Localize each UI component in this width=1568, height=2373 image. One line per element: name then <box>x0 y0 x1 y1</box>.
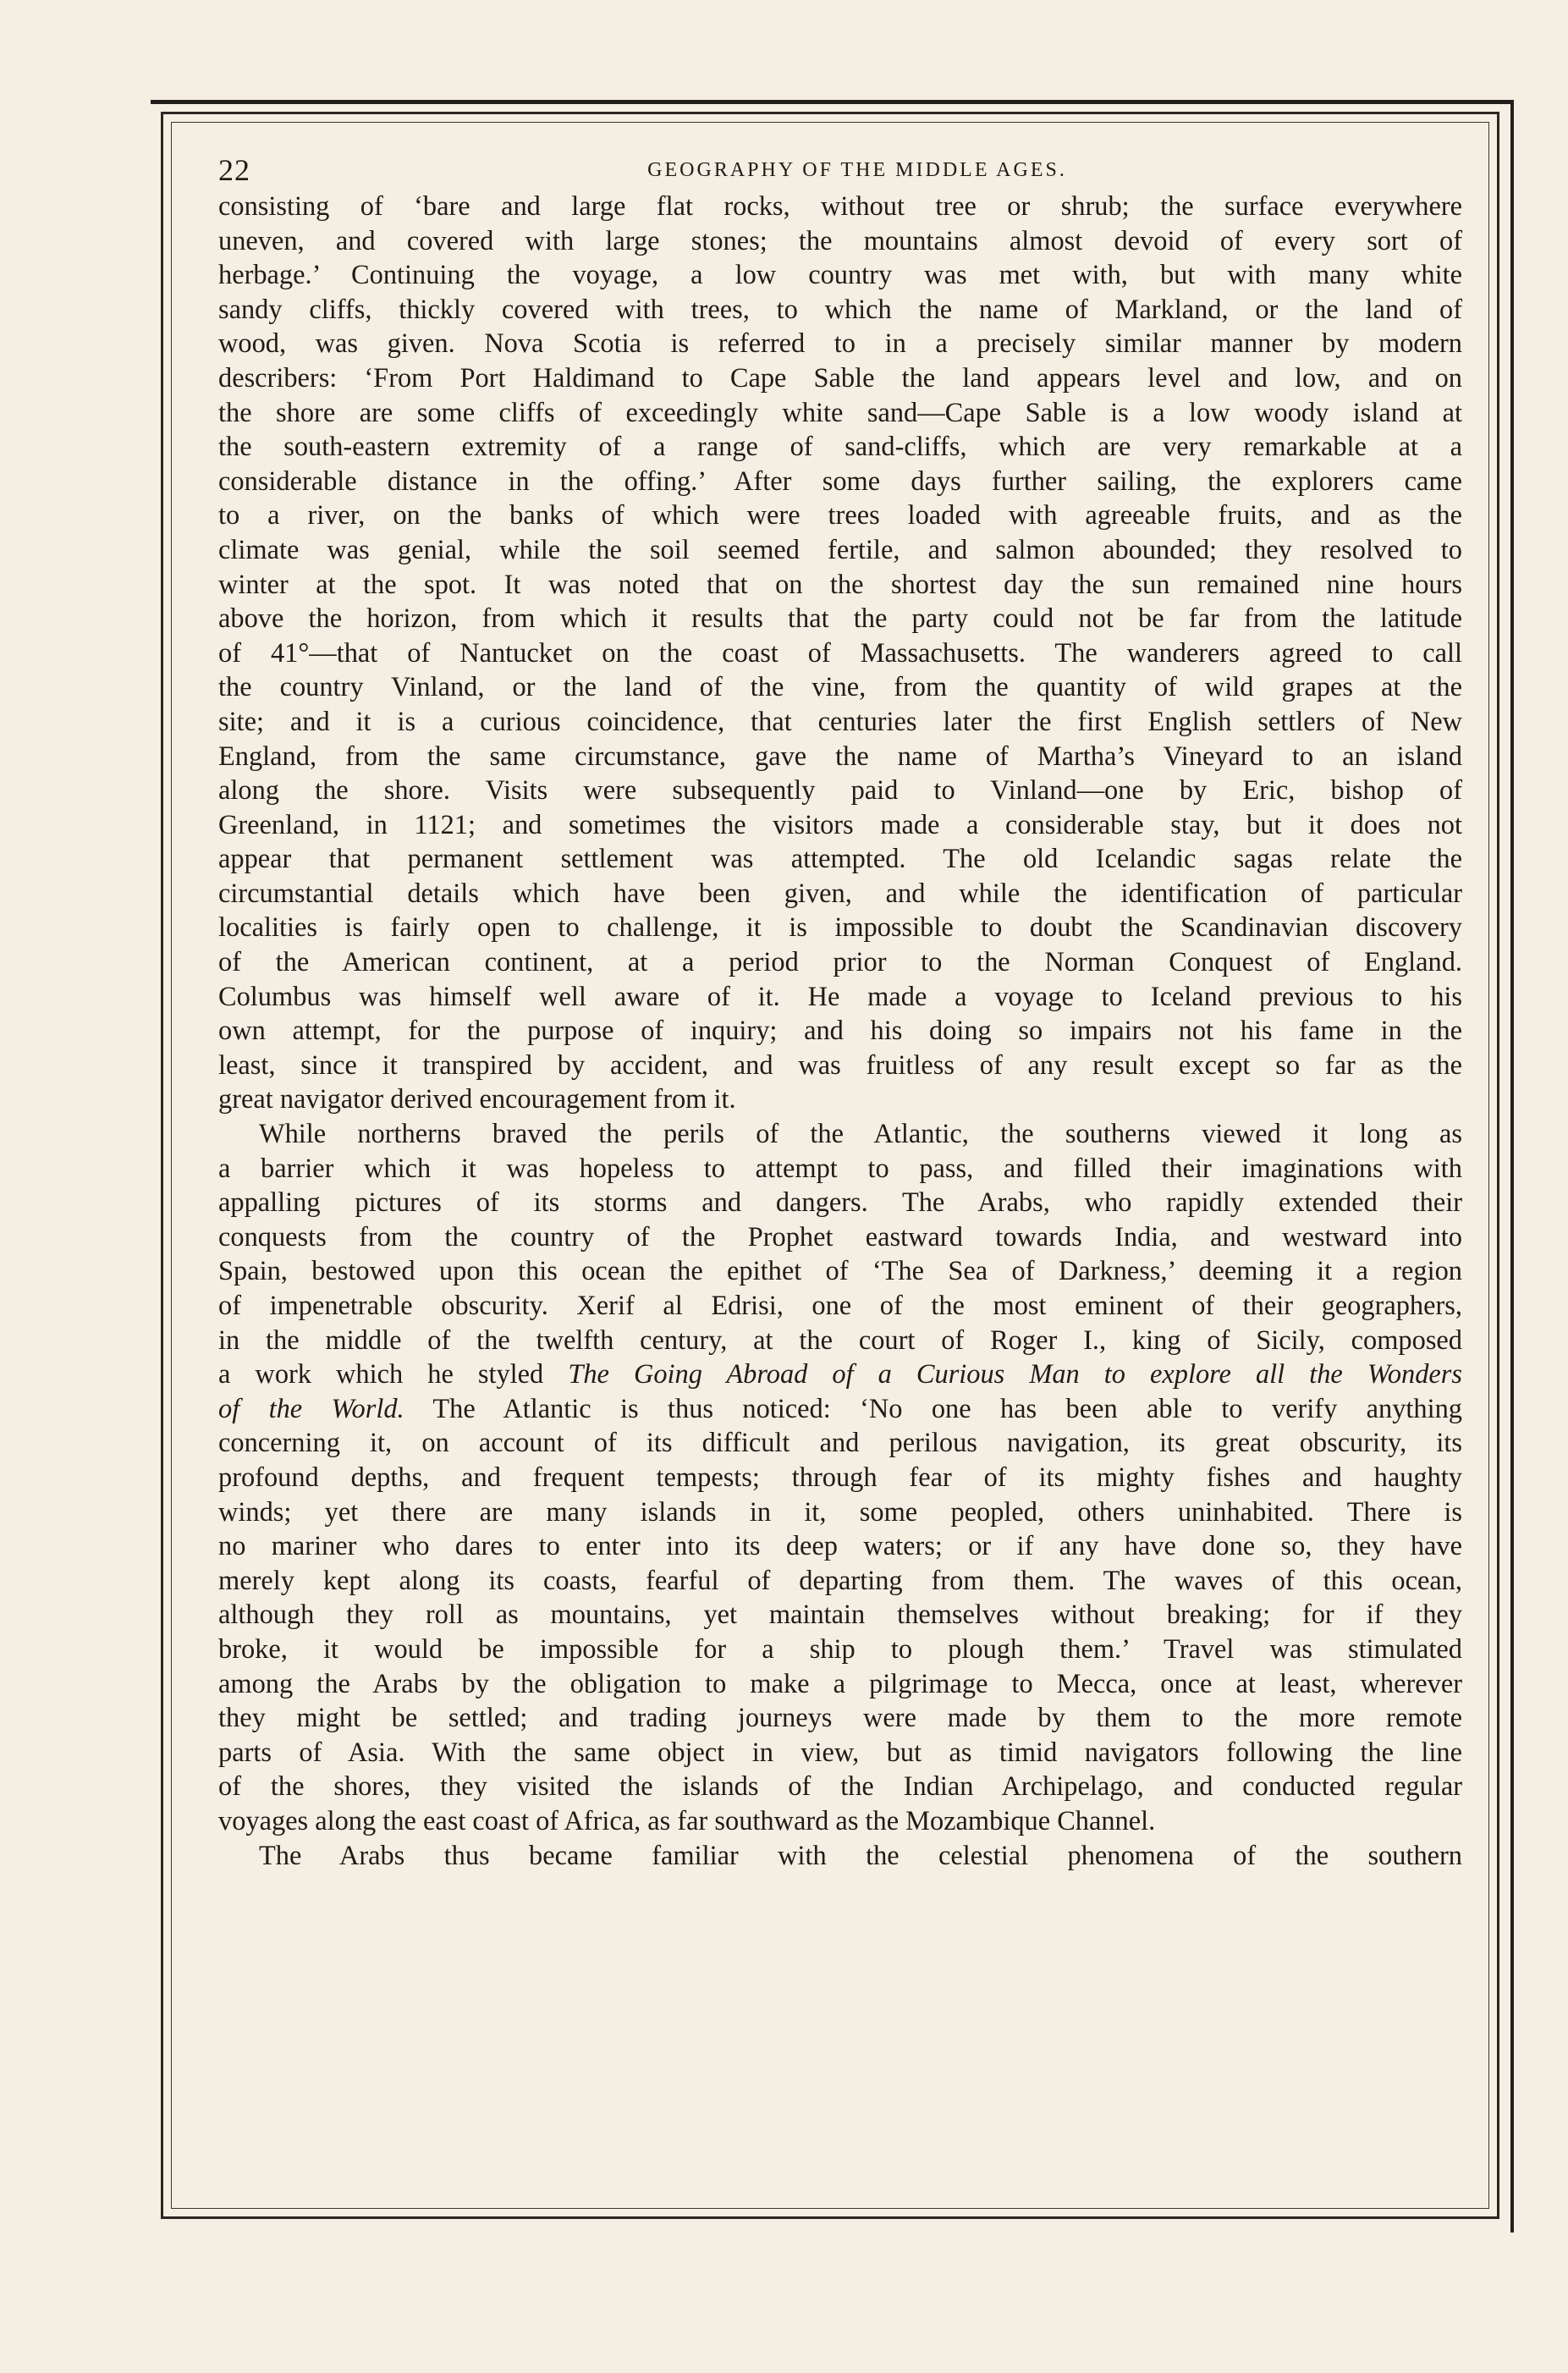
text-line: the country Vinland, or the land of the vine, from the quantity of wild grapes at the <box>218 672 1462 703</box>
text-line: consisting of ‘bare and large flat rocks, without tree or shrub; the surface everywhere <box>218 191 1462 222</box>
text-line: the shore are some cliffs of exceedingly white sand—Cape Sable is a low woody island at <box>218 397 1462 428</box>
italic-title: The Going Abroad of a Curious Man to explore all the Wonders <box>568 1359 1463 1390</box>
text-line: merely kept along its coasts, fearful of departing from them. The waves of this ocean, <box>218 1565 1462 1596</box>
text-line: considerable distance in the offing.’ After some days further sailing, the explorers came <box>218 465 1462 497</box>
outer-top-rule <box>151 100 1513 104</box>
text-line: parts of Asia. With the same object in view, but as timid navigators following the line <box>218 1737 1462 1768</box>
text-line: appalling pictures of its storms and dangers. The Arabs, who rapidly extended their <box>218 1187 1462 1219</box>
text-line: describers: ‘From Port Haldimand to Cape Sable the land appears level and low, and on <box>218 362 1462 394</box>
text-line: site; and it is a curious coincidence, that centuries later the first English settlers of New <box>218 706 1462 737</box>
text-fragment: The Atlantic is thus noticed: ‘No one has been able to verify anything <box>404 1393 1462 1424</box>
text-line: own attempt, for the purpose of inquiry; and his doing so impairs not his fame in the <box>218 1016 1462 1047</box>
text-line: herbage.’ Continuing the voyage, a low country was met with, but with many white <box>218 260 1462 291</box>
text-line-with-title <box>218 1357 1462 1392</box>
text-line: least, since it transpired by accident, and was fruitless of any result except so far as the <box>218 1049 1462 1081</box>
text-line: localities is fairly open to challenge, it is impossible to doubt the Scandinavian discovery <box>218 912 1462 944</box>
text-line: uneven, and covered with large stones; the mountains almost devoid of every sort of <box>218 225 1462 256</box>
text-line: they might be settled; and trading journeys were made by them to the more remote <box>218 1703 1462 1734</box>
text-line: of the shores, they visited the islands of the Indian Archipelago, and conducted regular <box>218 1771 1462 1803</box>
text-line: no mariner who dares to enter into its deep waters; or if any have done so, they have <box>218 1531 1462 1562</box>
running-head: GEOGRAPHY OF THE MIDDLE AGES. <box>647 159 1067 181</box>
text-line: although they roll as mountains, yet maintain themselves without breaking; for if they <box>218 1599 1462 1631</box>
text-line: concerning it, on account of its difficult and perilous navigation, its great obscurity, its <box>218 1428 1462 1459</box>
text-line: circumstantial details which have been given, and while the identification of particular <box>218 878 1462 909</box>
text-line: of impenetrable obscurity. Xerif al Edrisi, one of the most eminent of their geographers, <box>218 1291 1462 1321</box>
text-fragment: a work which he styled <box>218 1359 544 1390</box>
text-line: profound depths, and frequent tempests; through fear of its mighty fishes and haughty <box>218 1462 1462 1493</box>
text-line: great navigator derived encouragement from it. <box>218 1084 736 1115</box>
text-line: to a river, on the banks of which were trees loaded with agreeable fruits, and as the <box>218 500 1462 531</box>
text-line: England, from the same circumstance, gave the name of Martha’s Vineyard to an island <box>218 741 1462 772</box>
italic-title-end: of the World. <box>218 1393 404 1424</box>
text-line: winds; yet there are many islands in it, some peopled, others uninhabited. There is <box>218 1496 1462 1528</box>
text-line: conquests from the country of the Prophet eastward towards India, and westward into <box>218 1221 1462 1253</box>
text-line: a barrier which it was hopeless to attempt to pass, and filled their imaginations with <box>218 1153 1462 1184</box>
text-line: climate was genial, while the soil seemed fertile, and salmon abounded; they resolved to <box>218 534 1462 565</box>
text-line: Greenland, in 1121; and sometimes the visitors made a considerable stay, but it does not <box>218 809 1462 840</box>
page-header <box>218 152 1462 195</box>
outer-right-rule <box>1510 100 1514 2233</box>
text-line: among the Arabs by the obligation to make a pilgrimage to Mecca, once at least, wherever <box>218 1668 1462 1699</box>
text-line: winter at the spot. It was noted that on the shortest day the sun remained nine hours <box>218 569 1462 600</box>
text-line: in the middle of the twelfth century, at the court of Roger I., king of Sicily, composed <box>218 1324 1462 1356</box>
text-line: While northerns braved the perils of the Atlantic, the southerns viewed it long as <box>259 1119 1462 1150</box>
text-line: The Arabs thus became familiar with the celestial phenomena of the southern <box>259 1840 1462 1871</box>
text-line: along the shore. Visits were subsequently paid to Vinland—one by Eric, bishop of <box>218 775 1462 807</box>
text-line-with-title <box>218 1392 1462 1427</box>
page-number: 22 <box>218 153 250 187</box>
text-line: wood, was given. Nova Scotia is referred to in a precisely similar manner by modern <box>218 328 1462 360</box>
text-line: broke, it would be impossible for a ship to plough them.’ Travel was stimulated <box>218 1633 1462 1665</box>
text-line: sandy cliffs, thickly covered with trees, to which the name of Markland, or the land of <box>218 294 1462 325</box>
text-line: the south-eastern extremity of a range of sand-cliffs, which are very remarkable at a <box>218 432 1462 463</box>
text-line: above the horizon, from which it results that the party could not be far from the latitude <box>218 603 1462 635</box>
text-line: voyages along the east coast of Africa, as far southward as the Mozambique Channel. <box>218 1805 1156 1836</box>
text-line: of the American continent, at a period prior to the Norman Conquest of England. <box>218 947 1462 978</box>
text-line: appear that permanent settlement was attempted. The old Icelandic sagas relate the <box>218 844 1462 875</box>
text-line: of 41°—that of Nantucket on the coast of Massachusetts. The wanderers agreed to call <box>218 637 1462 669</box>
text-line: Spain, bestowed upon this ocean the epithet of ‘The Sea of Darkness,’ deeming it a region <box>218 1256 1462 1287</box>
body-text <box>218 190 1462 1873</box>
text-line: Columbus was himself well aware of it. He made a voyage to Iceland previous to his <box>218 981 1462 1012</box>
